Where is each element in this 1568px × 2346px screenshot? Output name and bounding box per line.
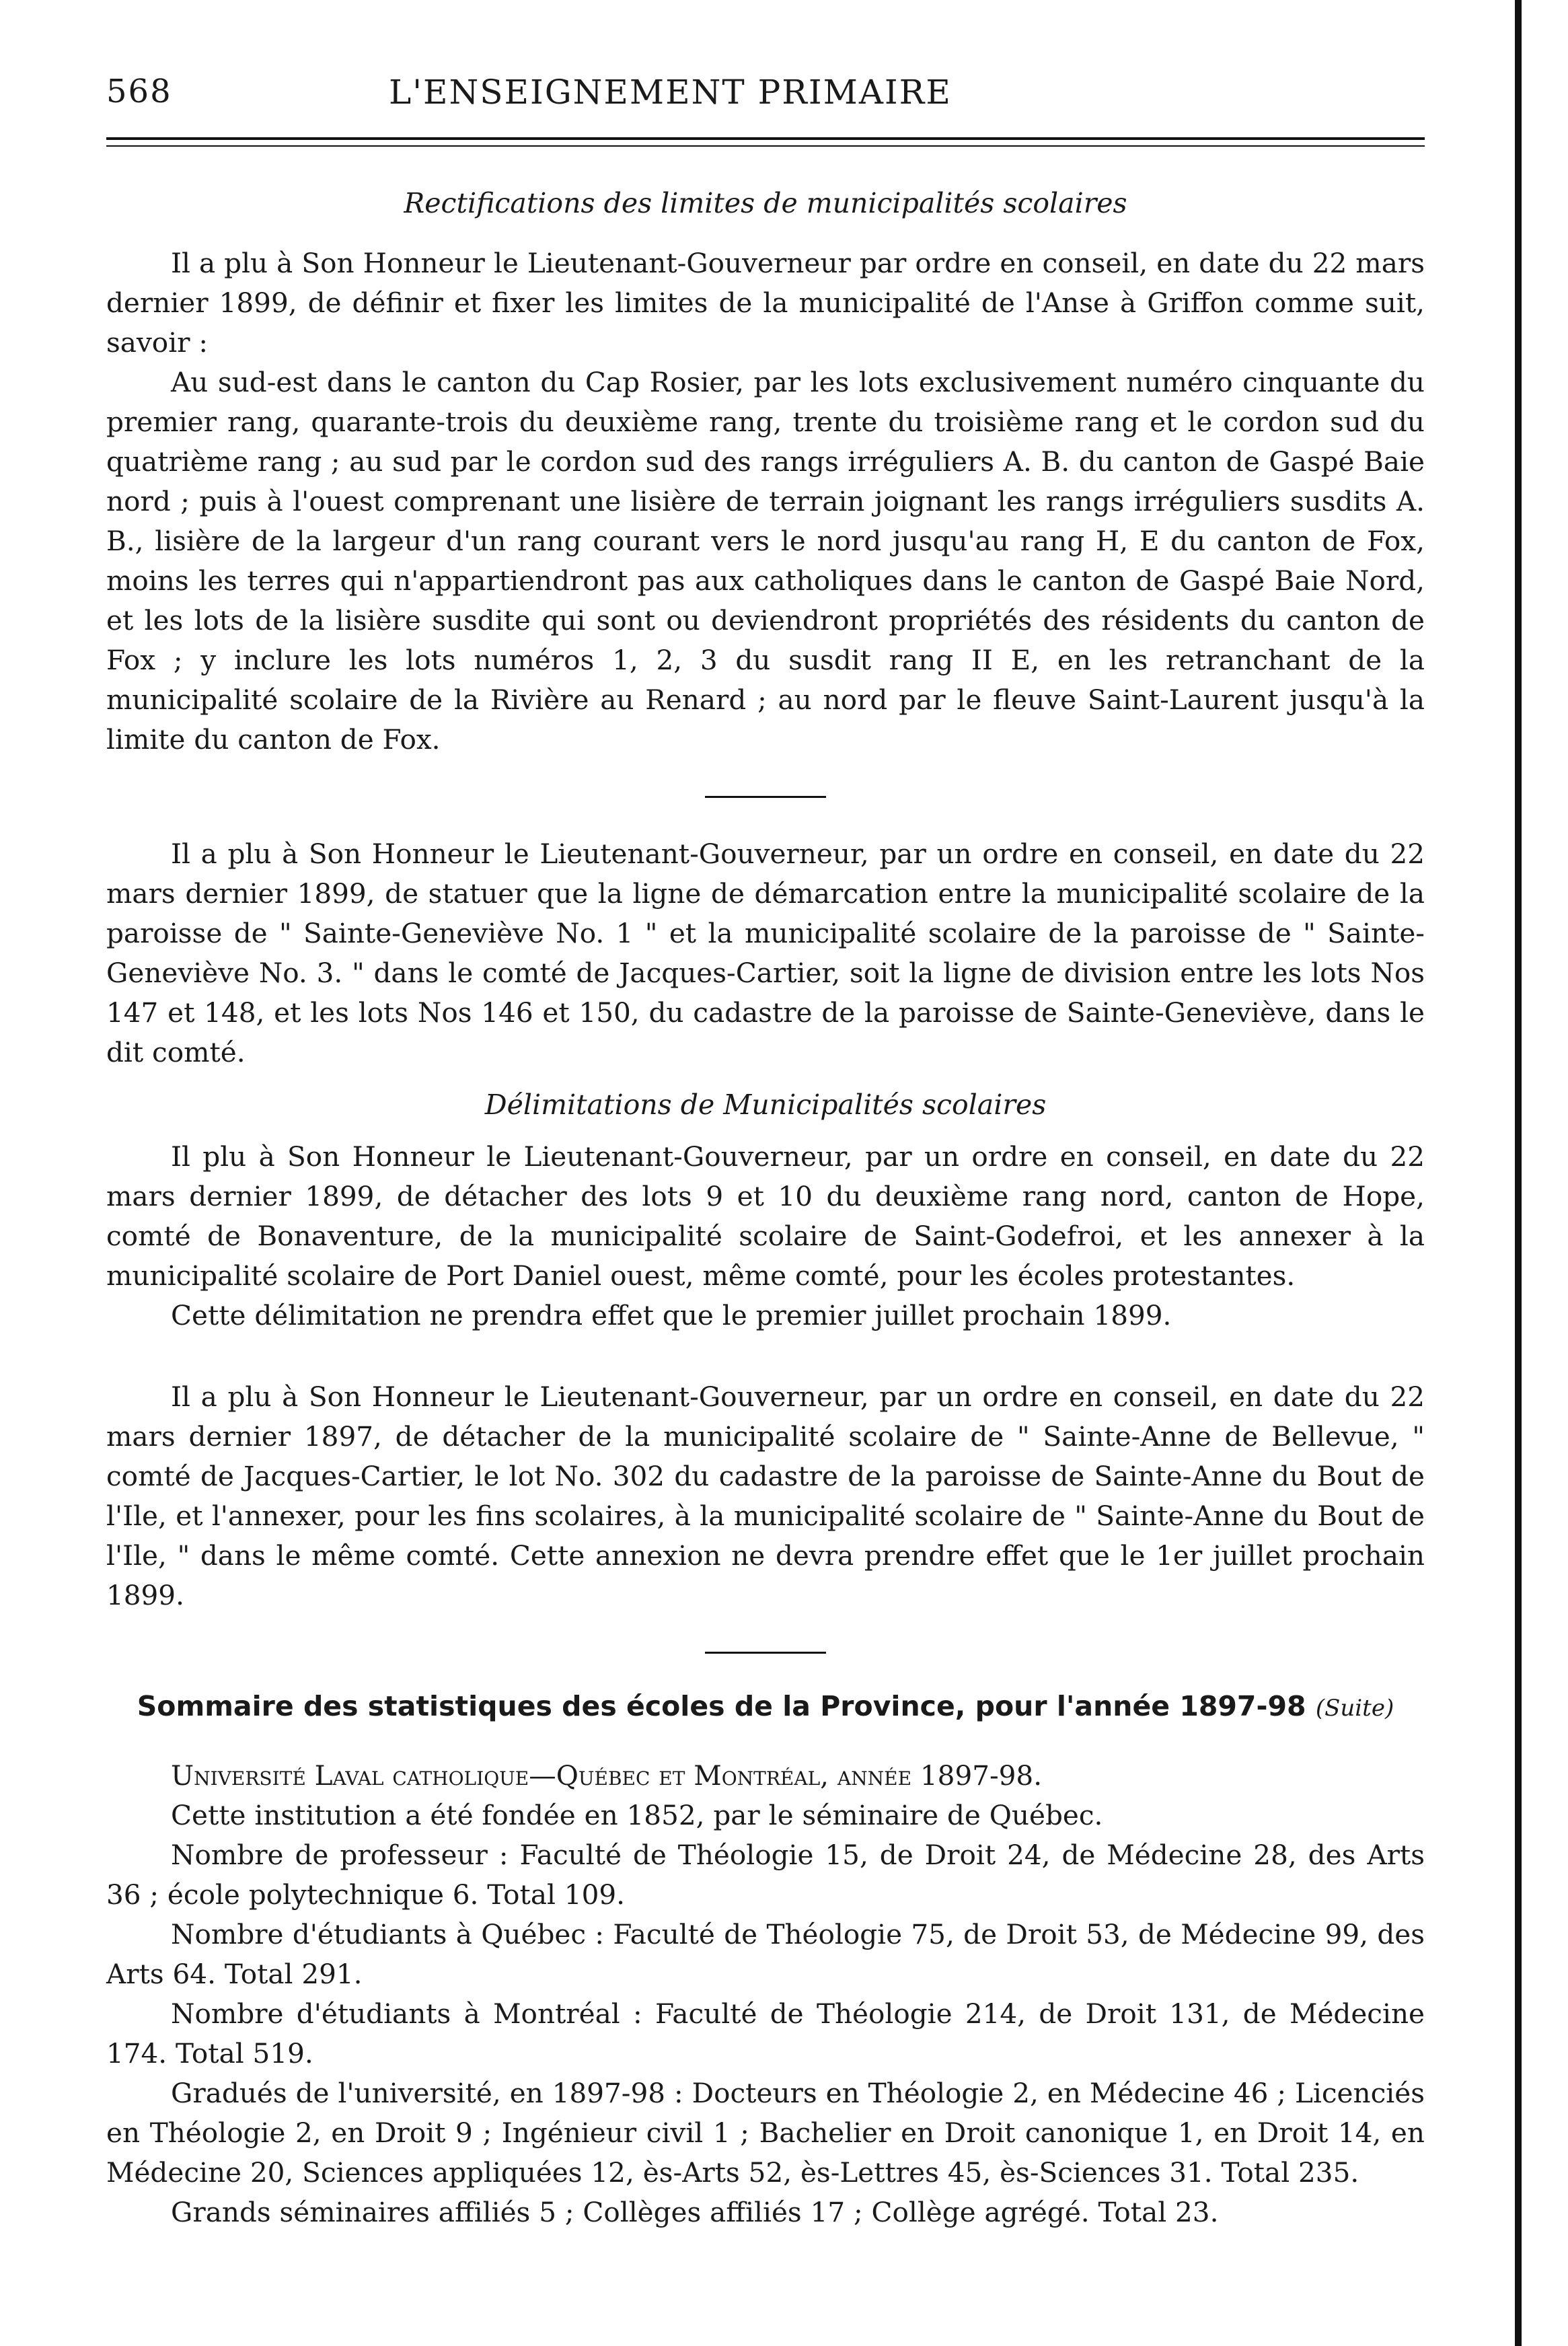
university-statistics — [106, 1796, 1425, 2232]
section-title-rectifications: Rectifications des limites de municipalités scolaires — [404, 187, 1127, 219]
paragraph: Au sud-est dans le canton du Cap Rosier, par les lots exclusivement numéro cinquante du premier rang, quarante-trois du deuxième rang, trente du troisième rang et le cordon sud du quatrième rang ; au sud par le cordon sud des rangs irréguliers A. B. du canton de Gaspé Baie nord ; puis à l'ouest comprenant une lisière de terrain joignant les rangs irréguliers susdits A. B., lisière de la largeur d'un rang courant vers le nord jusqu'au rang H, E du canton de Fox, moins les terres qui n'appartiendront pas aux catholiques dans le canton de Gaspé Baie Nord, et les lots de la lisière susdite qui sont ou deviendront propriétés des résidents du canton de Fox ; y inclure les lots numéros 1, 2, 3 du susdit rang II E, en les retranchant de la municipalité scolaire de la Rivière au Renard ; au nord par le fleuve Saint-Laurent jusqu'à la limite du canton de Fox. — [106, 366, 1425, 756]
page-header — [106, 61, 1425, 112]
statistics-heading — [106, 1690, 1425, 1722]
paragraph: Nombre d'étudiants à Montréal : Faculté de Théologie 214, de Droit 131, de Médecine 174. Total 519. — [106, 1997, 1425, 2069]
page-edge-border — [1515, 0, 1522, 2346]
statistics-heading-suffix: (Suite) — [1315, 1695, 1394, 1722]
statistics-heading-text: Sommaire des statistiques des écoles de la Province, pour l'année 1897-98 — [137, 1690, 1306, 1722]
rectification-order-anse-a-griffon — [106, 244, 1425, 760]
paragraph: Cette délimitation ne prendra effet que le premier juillet prochain 1899. — [171, 1299, 1172, 1331]
section-title-delimitations: Délimitations de Municipalités scolaires — [484, 1089, 1047, 1121]
page-number: 568 — [106, 73, 172, 110]
running-title: L'ENSEIGNEMENT PRIMAIRE — [389, 73, 952, 112]
paragraph: Nombre de professeur : Faculté de Théologie 15, de Droit 24, de Médecine 28, des Arts 36 ; école polytechnique 6. Total 109. — [106, 1839, 1425, 1911]
paragraph: Grands séminaires affiliés 5 ; Collèges affiliés 17 ; Collège agrégé. Total 23. — [171, 2196, 1219, 2228]
spacer — [106, 1344, 1425, 1377]
paragraph: Il a plu à Son Honneur le Lieutenant-Gouverneur, par un ordre en conseil, en date du 22 mars dernier 1897, de détacher de la municipalité scolaire de " Sainte-Anne de Bellevue, " comté de Jacques-Cartier, le lot No. 302 du cadastre de la paroisse de Sainte-Anne du Bout de l'Ile, et l'annexer, pour les fins scolaires, à la municipalité scolaire de " Sainte-Anne du Bout de l'Ile, " dans le même comté. Cette annexion ne devra prendre effet que le 1er juillet prochain 1899. — [106, 1381, 1425, 1611]
separator-rule — [705, 796, 826, 798]
separator-rule — [705, 1652, 826, 1654]
paragraph: Il plu à Son Honneur le Lieutenant-Gouverneur, par un ordre en conseil, en date du 22 mars dernier 1899, de détacher des lots 9 et 10 du deuxième rang nord, canton de Hope, comté de Bonaventure, de la municipalité scolaire de Saint-Godefroi, et les annexer à la municipalité scolaire de Port Daniel ouest, même comté, pour les écoles protestantes. — [106, 1140, 1425, 1292]
delimitation-order-saint-godefroi — [106, 1137, 1425, 1335]
header-double-rule — [106, 137, 1425, 147]
paragraph: Cette institution a été fondée en 1852, par le séminaire de Québec. — [171, 1799, 1103, 1831]
page — [106, 61, 1425, 2232]
rectification-order-sainte-genevieve — [106, 834, 1425, 1072]
delimitation-order-sainte-anne — [106, 1377, 1425, 1615]
paragraph: Nombre d'étudiants à Québec : Faculté de Théologie 75, de Droit 53, de Médecine 99, des Arts 64. Total 291. — [106, 1918, 1425, 1990]
paragraph: Il a plu à Son Honneur le Lieutenant-Gouverneur, par un ordre en conseil, en date du 22 mars dernier 1899, de statuer que la ligne de démarcation entre la municipalité scolaire de la paroisse de " Sainte-Geneviève No. 1 " et la municipalité scolaire de la paroisse de " Sainte-Geneviève No. 3. " dans le comté de Jacques-Cartier, soit la ligne de division entre les lots Nos 147 et 148, et les lots Nos 146 et 150, du cadastre de la paroisse de Sainte-Geneviève, dans le dit comté. — [106, 838, 1425, 1068]
paragraph: Gradués de l'université, en 1897-98 : Docteurs en Théologie 2, en Médecine 46 ; Licenciés en Théologie 2, en Droit 9 ; Ingénieur civil 1 ; Bachelier en Droit canonique 1, en Droit 14, en Médecine 20, Sciences appliquées 12, ès-Arts 52, ès-Lettres 45, ès-Sciences 31. Total 235. — [106, 2077, 1425, 2189]
university-title: Université Laval catholique—Québec et Montréal, année 1897-98. — [171, 1759, 1043, 1792]
paragraph: Il a plu à Son Honneur le Lieutenant-Gouverneur par ordre en conseil, en date du 22 mars dernier 1899, de définir et fixer les limites de la municipalité de l'Anse à Griffon comme suit, savoir : — [106, 247, 1425, 359]
